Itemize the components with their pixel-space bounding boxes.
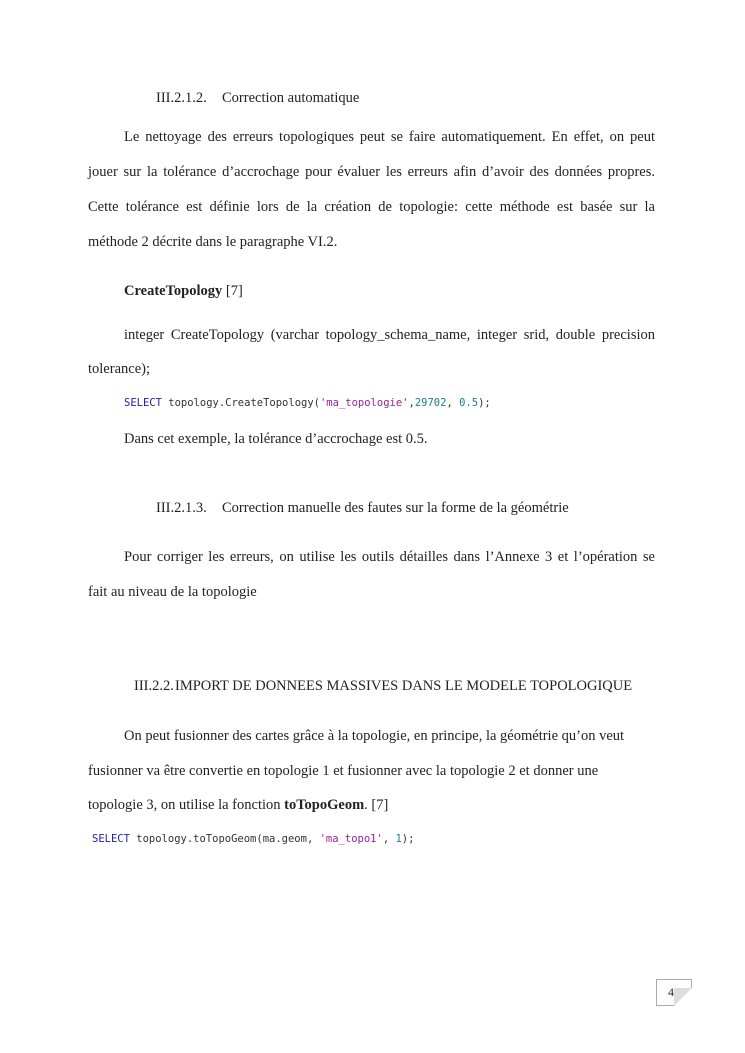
code-function: topology.CreateTopology(: [161, 397, 320, 409]
signature-line: integer CreateTopology (varchar topology_schema_name, integer srid, double precision: [124, 327, 655, 343]
paragraph-line: Le nettoyage des erreurs topologiques peut se faire automatiquement. En effet, on peut: [124, 129, 655, 145]
code-function: topology.toTopoGeom(ma.geom,: [129, 833, 320, 845]
code-end: );: [401, 833, 415, 845]
section-title: Correction automatique: [222, 90, 360, 106]
section-heading: [156, 499, 569, 517]
section-number: III.2.2.: [134, 678, 174, 694]
section-heading: [156, 89, 359, 107]
function-name: CreateTopology: [124, 283, 223, 299]
code-string: 'ma_topologie': [319, 397, 409, 409]
code-sep: ,: [446, 397, 460, 409]
paragraph-line: Pour corriger les erreurs, on utilise les outils détailles dans l’Annexe 3 et l’opération se: [124, 549, 655, 565]
code-end: );: [478, 397, 491, 409]
code-sep: ,: [408, 397, 415, 409]
code-string: 'ma_topo1': [319, 833, 383, 845]
code-number: 0.5: [459, 397, 479, 409]
code-number: 1: [395, 833, 402, 845]
code-number: 29702: [414, 397, 447, 409]
section-title: IMPORT DE DONNEES MASSIVES DANS LE MODELE TOPOLOGIQUE: [175, 678, 633, 694]
section-title: Correction manuelle des fautes sur la forme de la géométrie: [222, 500, 569, 516]
function-name: toTopoGeom: [284, 797, 365, 813]
code-sep: ,: [382, 833, 396, 845]
text-run: . [7]: [364, 797, 389, 813]
section-number: III.2.1.3.: [156, 500, 207, 516]
paragraph-line: jouer sur la tolérance d’accrochage pour évaluer les erreurs afin d’avoir des données propres.: [88, 164, 655, 180]
page-number: 40: [668, 985, 680, 999]
example-note: Dans cet exemple, la tolérance d’accrochage est 0.5.: [124, 431, 428, 447]
code-snippet: [92, 832, 414, 846]
page-number-box: [656, 979, 692, 1006]
function-heading: [124, 282, 243, 300]
section-number: III.2.1.2.: [156, 90, 207, 106]
section-heading: [134, 677, 632, 695]
paragraph-line: [88, 796, 388, 814]
paragraph-line: Cette tolérance est définie lors de la création de topologie: cette méthode est basée sur la: [88, 199, 655, 215]
text-run: topologie 3, on utilise la fonction: [88, 797, 285, 813]
page-fold-icon: [674, 988, 692, 1006]
code-keyword: SELECT: [124, 397, 162, 409]
code-keyword: SELECT: [92, 833, 130, 845]
code-snippet: [124, 396, 491, 410]
paragraph-line: fusionner va être convertie en topologie 1 et fusionner avec la topologie 2 et donner une: [88, 763, 599, 779]
paragraph-line: méthode 2 décrite dans le paragraphe VI.2.: [88, 234, 338, 250]
paragraph-line: On peut fusionner des cartes grâce à la topologie, en principe, la géométrie qu’on veut: [124, 728, 625, 744]
reference: [7]: [222, 283, 243, 299]
paragraph-line: fait au niveau de la topologie: [88, 584, 257, 600]
signature-line: tolerance);: [88, 361, 150, 377]
